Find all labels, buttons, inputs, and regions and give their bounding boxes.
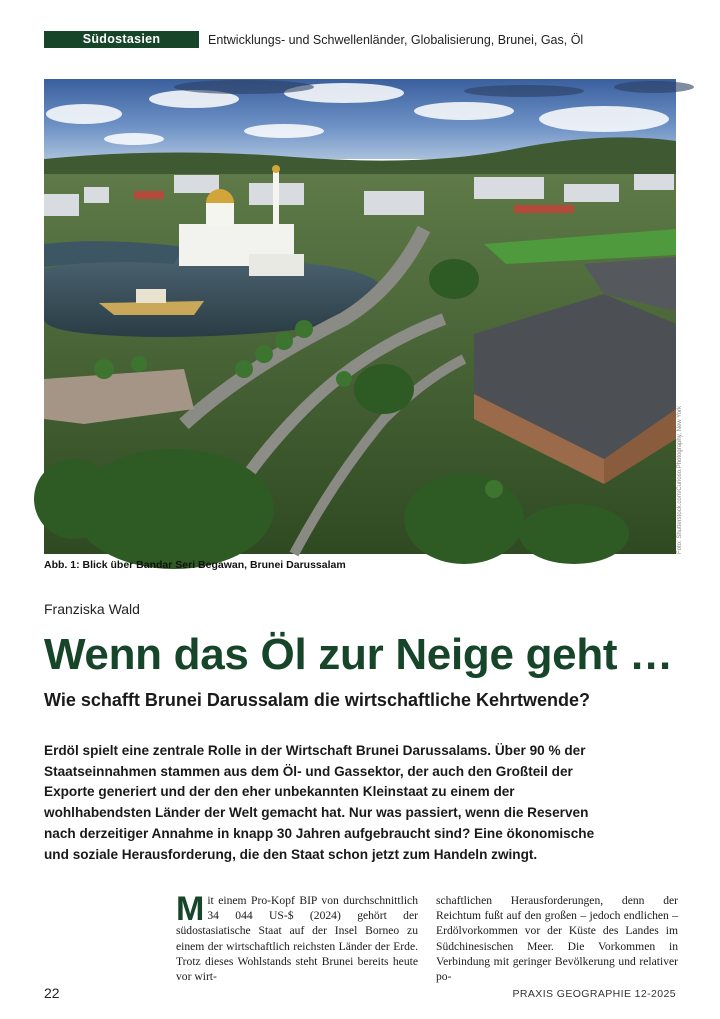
figure-caption: Abb. 1: Blick über Bandar Seri Begawan, Brunei Darussalam (44, 559, 346, 571)
city-aerial-photo (44, 79, 676, 554)
drop-cap: M (176, 890, 205, 928)
body-column-2 (436, 893, 678, 984)
body-text-1: it einem Pro-Kopf BIP von durchschnittlich 34 044 US-$ (2024) gehört der südostasiatische Staat auf der Insel Borneo zu einem der wirtschaftlich reichsten Länder der Erde. Trotz dieses Wohlstands steht Brunei bereits heute vor wirt- (176, 894, 418, 984)
article-subtitle: Wie schafft Brunei Darussalam die wirtschaftliche Kehrtwende? (44, 690, 590, 710)
journal-footer: PRAXIS GEOGRAPHIE 12-2025 (512, 988, 676, 1000)
section-tag: Südostasien (44, 31, 199, 48)
body-text-2: schaftlichen Herausforderungen, denn der Reichtum fußt auf den großen – jedoch endlichen – Erdölvorkommen vor der Küste des Landes im Südchinesischen Meer. Die Vorkommen in Verbindung mit geringer Bevölkerung und relativer po- (436, 894, 678, 984)
body-column-1 (176, 890, 418, 984)
lead-paragraph: Erdöl spielt eine zentrale Rolle in der Wirtschaft Brunei Darussalams. Über 90 % der Staatseinnahmen stammen aus dem Öl- und Gassektor, der auch den Großteil der Exporte generiert und der den eher unbekannten Kleinstaat zu einem der wohlhabendsten Länder der Welt gemacht hat. Nur was passiert, wenn die Reserven nach derzeitiger Annahme in knapp 30 Jahren aufgebraucht sind? Eine ökonomische und soziale Herausforderung, die den Staat schon jetzt zum Handeln zwingt. (44, 743, 595, 862)
keywords-line: Entwicklungs- und Schwellenländer, Globalisierung, Brunei, Gas, Öl (208, 33, 584, 47)
photo-credit: Foto: Shutterstock.com/Curioso.Photography, New York (677, 406, 683, 554)
article-title: Wenn das Öl zur Neige geht … (44, 630, 673, 679)
page-number: 22 (44, 985, 60, 1001)
author-name: Franziska Wald (44, 601, 140, 617)
